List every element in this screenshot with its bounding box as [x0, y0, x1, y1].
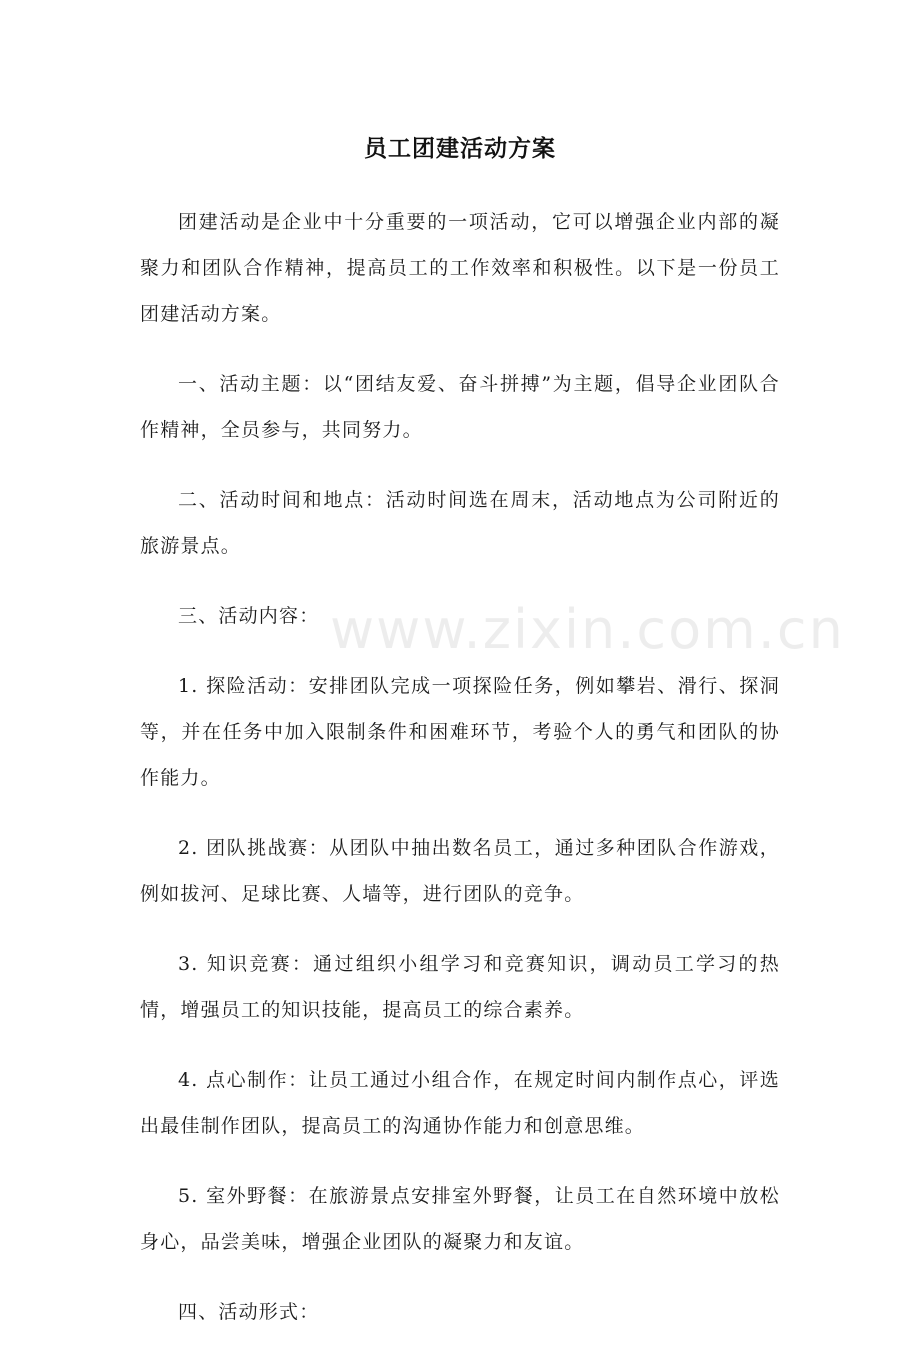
paragraph-intro: 团建活动是企业中十分重要的一项活动，它可以增强企业内部的凝聚力和团队合作精神，提高员工的工作效率和积极性。以下是一份员工团建活动方案。 [140, 211, 780, 325]
paragraph-item-3: 3. 知识竞赛：通过组织小组学习和竞赛知识，调动员工学习的热情，增强员工的知识技能，提高员工的综合素养。 [140, 953, 780, 1021]
paragraph-time-place: 二、活动时间和地点：活动时间选在周末，活动地点为公司附近的旅游景点。 [140, 489, 780, 557]
document-title: 员工团建活动方案 [364, 136, 556, 162]
paragraph-item-4: 4. 点心制作：让员工通过小组合作，在规定时间内制作点心，评选出最佳制作团队，提高员工的沟通协作能力和创意思维。 [140, 1069, 780, 1137]
paragraph-form-heading: 四、活动形式： [178, 1301, 320, 1323]
paragraph-theme: 一、活动主题：以“团结友爱、奋斗拼搏”为主题，倡导企业团队合作精神，全员参与，共同努力。 [140, 373, 780, 441]
paragraph-content-heading: 三、活动内容： [178, 605, 320, 627]
watermark: www.zixin.com.cn [330, 598, 845, 661]
document-body [140, 199, 780, 1359]
paragraph-item-5: 5. 室外野餐：在旅游景点安排室外野餐，让员工在自然环境中放松身心，品尝美味，增强企业团队的凝聚力和友谊。 [140, 1185, 780, 1253]
paragraph-item-2: 2. 团队挑战赛：从团队中抽出数名员工，通过多种团队合作游戏，例如拔河、足球比赛、人墙等，进行团队的竞争。 [140, 837, 780, 905]
paragraph-item-1: 1. 探险活动：安排团队完成一项探险任务，例如攀岩、滑行、探洞等，并在任务中加入限制条件和困难环节，考验个人的勇气和团队的协作能力。 [140, 675, 780, 789]
